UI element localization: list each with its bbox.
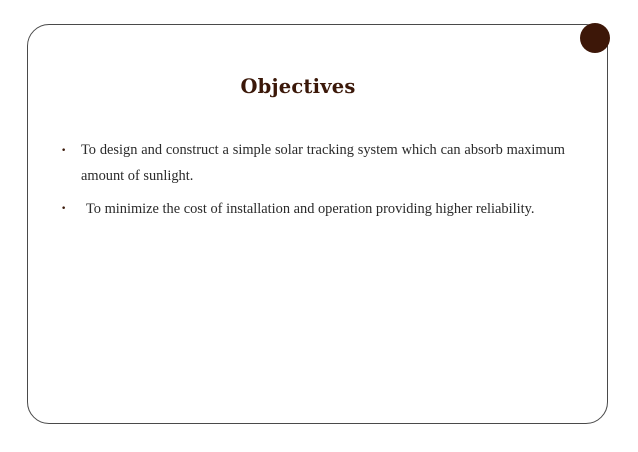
bullet-marker: • <box>61 204 67 214</box>
decorative-dot <box>580 23 610 53</box>
bullet-text-2: To minimize the cost of installation and operation providing higher reliability. <box>86 201 535 217</box>
bullet-text-1: To design and construct a simple solar tracking system which can absorb maximum amount of sunlight. <box>81 142 565 184</box>
bullet-marker: • <box>61 146 67 156</box>
slide-title: Objectives <box>240 75 356 98</box>
